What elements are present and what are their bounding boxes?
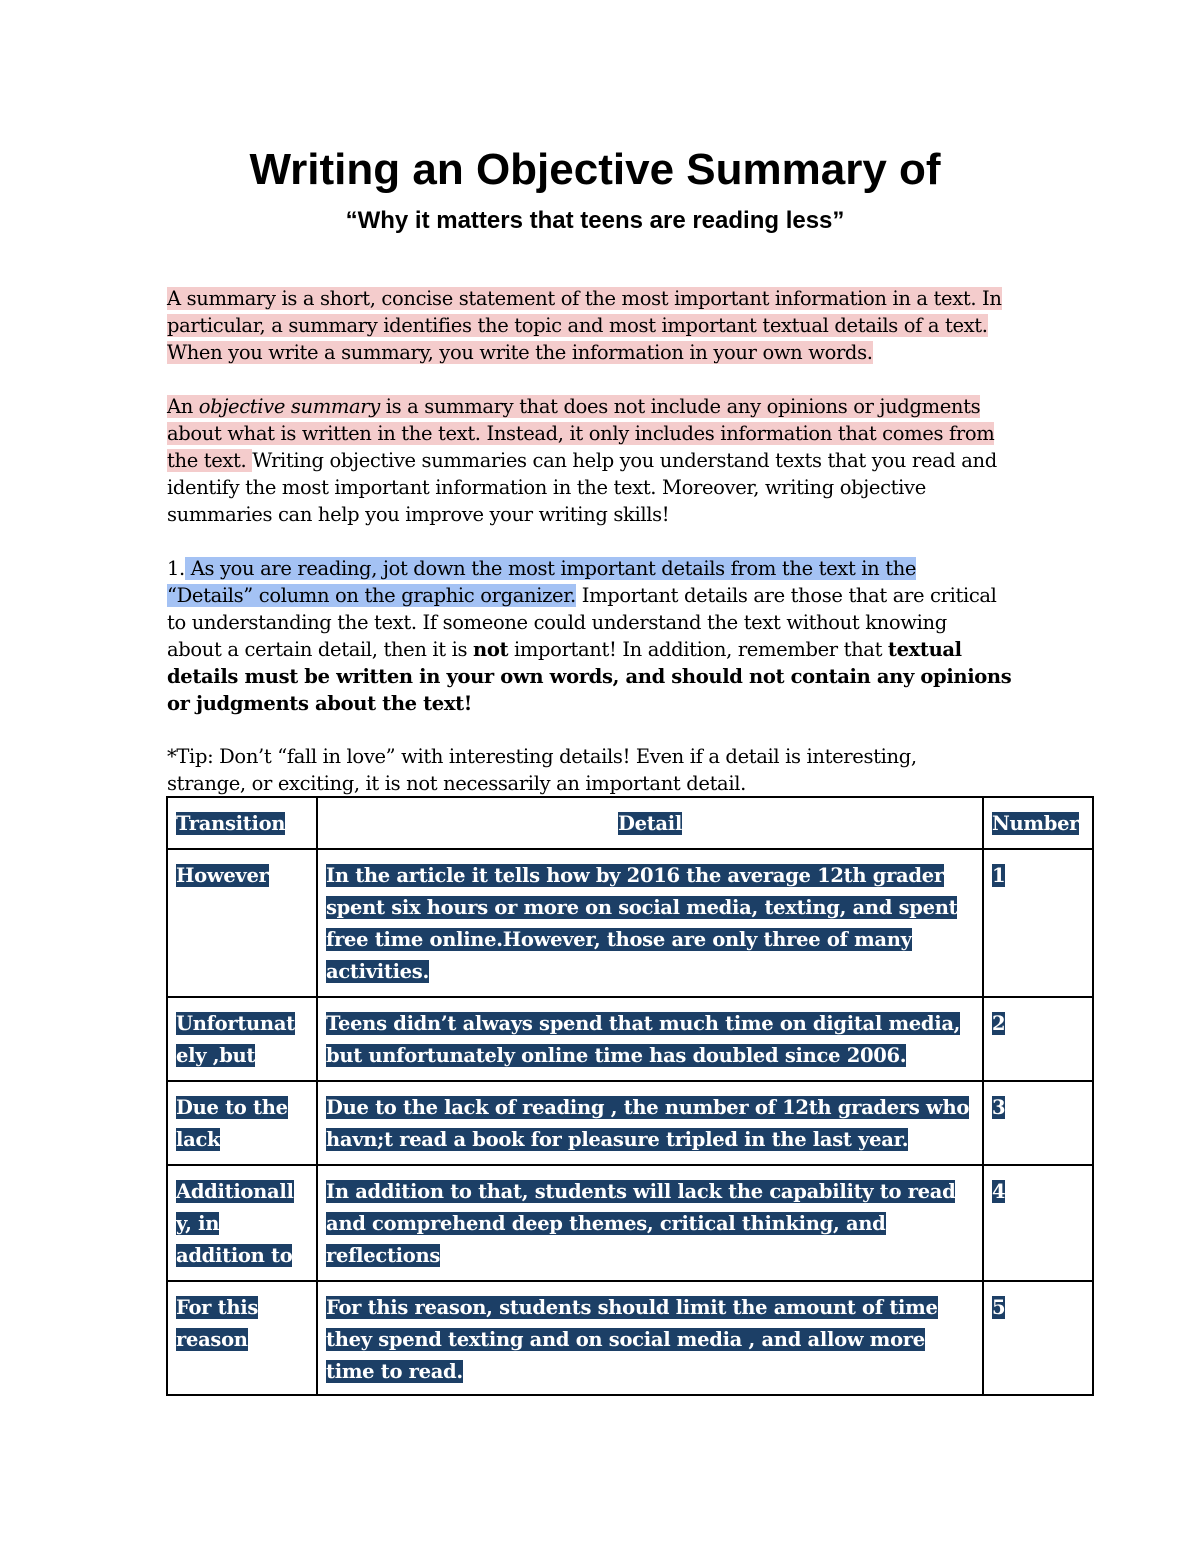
step-number: 1. — [167, 557, 185, 580]
number-cell: 1 — [983, 849, 1093, 997]
table-row — [167, 1281, 1093, 1395]
tip-line: strange, or exciting, it is not necessarily an important detail. — [167, 772, 746, 795]
transition-cell: Unfortunat ely ,but — [167, 997, 317, 1081]
bold-text: not — [473, 638, 509, 661]
detail-cell: In addition to that, students will lack the capability to read and comprehend deep themes, critical thinking, and reflections — [317, 1165, 983, 1281]
bold-line: details must be written in your own words, and should not contain any opinions — [167, 665, 1012, 688]
paragraph-text: Writing objective summaries can help you understand texts that you read and — [252, 449, 997, 472]
detail-cell: For this reason, students should limit the amount of time they spend texting and on social media , and allow more time to read. — [317, 1281, 983, 1395]
bold-text: textual — [887, 638, 962, 661]
paragraph-line: particular, a summary identifies the topic and most important textual details of a text. — [167, 314, 988, 337]
paragraph-text: Important details are those that are critical — [575, 584, 997, 607]
paragraph-text: about a certain detail, then it is — [167, 638, 474, 661]
emphasis-term: objective summary — [198, 395, 380, 418]
highlighted-instruction: As you are reading, jot down the most important details from the text in the — [184, 557, 917, 580]
table-row — [167, 1081, 1093, 1165]
number-cell: 5 — [983, 1281, 1093, 1395]
tip-paragraph — [167, 743, 1047, 795]
detail-cell: In the article it tells how by 2016 the average 12th grader spent six hours or more on social media, texting, and spent free time online.However, those are only three of many activities. — [317, 849, 983, 997]
paragraph-line: A summary is a short, concise statement of the most important information in a text. In — [167, 287, 1002, 310]
table-row — [167, 1165, 1093, 1281]
header-transition: Transition — [167, 797, 317, 849]
bold-line: or judgments about the text! — [167, 692, 472, 715]
paragraph-text: important! In addition, remember that — [508, 638, 888, 661]
transition-cell: Due to the lack — [167, 1081, 317, 1165]
number-cell: 2 — [983, 997, 1093, 1081]
highlighted-instruction: “Details” column on the graphic organizer. — [167, 584, 576, 607]
graphic-organizer-table — [166, 796, 1094, 1396]
detail-cell: Teens didn’t always spend that much time on digital media, but unfortunately online time has doubled since 2006. — [317, 997, 983, 1081]
summary-definition-paragraph — [167, 285, 1047, 366]
paragraph-line: to understanding the text. If someone could understand the text without knowing — [167, 611, 947, 634]
table-header-row — [167, 797, 1093, 849]
paragraph-line: When you write a summary, you write the information in your own words. — [167, 341, 873, 364]
paragraph-line: about what is written in the text. Instead, it only includes information that comes from — [167, 422, 995, 445]
page-subtitle: “Why it matters that teens are reading less” — [345, 207, 845, 234]
paragraph-text: is a summary that does not include any opinions or judgments — [379, 395, 981, 418]
header-detail: Detail — [317, 797, 983, 849]
header-number: Number — [983, 797, 1093, 849]
instruction-paragraph — [167, 555, 1047, 717]
paragraph-text: An — [167, 395, 199, 418]
number-cell: 4 — [983, 1165, 1093, 1281]
page-title: Writing an Objective Summary of — [249, 145, 941, 194]
table-row — [167, 849, 1093, 997]
detail-cell: Due to the lack of reading , the number of 12th graders who havn;t read a book for pleasure tripled in the last year. — [317, 1081, 983, 1165]
transition-cell: Additionall y, in addition to — [167, 1165, 317, 1281]
transition-cell: However — [167, 849, 317, 997]
transition-cell: For this reason — [167, 1281, 317, 1395]
table-row — [167, 997, 1093, 1081]
tip-line: *Tip: Don’t “fall in love” with interesting details! Even if a detail is interesting, — [167, 745, 917, 768]
paragraph-line: summaries can help you improve your writing skills! — [167, 503, 670, 526]
paragraph-line: identify the most important information in the text. Moreover, writing objective — [167, 476, 926, 499]
paragraph-text: the text. — [167, 449, 253, 472]
number-cell: 3 — [983, 1081, 1093, 1165]
objective-summary-paragraph — [167, 393, 1047, 528]
